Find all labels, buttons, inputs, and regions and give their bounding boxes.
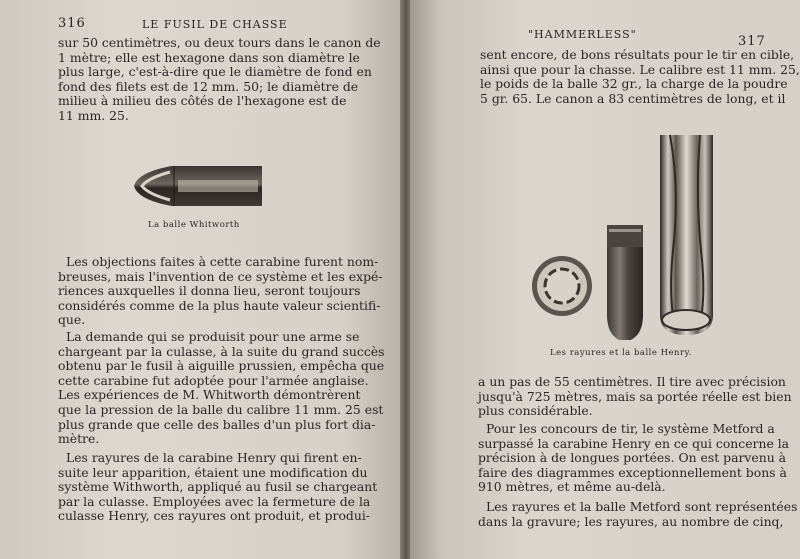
- paragraph: [478, 374, 792, 419]
- text-line: que.: [58, 312, 86, 328]
- text-line: plus considérable.: [478, 403, 593, 419]
- paragraph: [58, 450, 378, 524]
- text-line: Les expériences de M. Whitworth démontrèrent: [58, 387, 361, 403]
- figure-caption: La balle Whitworth: [148, 220, 240, 230]
- text-line: faire des diagrammes exceptionnellement bons à: [478, 464, 787, 480]
- text-line: suite leur apparition, étaient une modification du: [58, 464, 368, 480]
- text-line: dans la gravure; les rayures, au nombre de cinq,: [478, 513, 784, 529]
- text-line: 1 mètre; elle est hexagone dans son diamètre le: [58, 49, 360, 65]
- text-line: système Withworth, appliqué au fusil se chargeant: [58, 479, 378, 495]
- text-line: jusqu'à 725 mètres, mais sa portée réelle est bien: [478, 388, 792, 404]
- figure-caption: Les rayures et la balle Henry.: [550, 348, 692, 358]
- text-line: milieu à milieu des côtés de l'hexagone est de: [58, 93, 347, 109]
- text-line: 11 mm. 25.: [58, 107, 129, 123]
- text-line: 5 gr. 65. Le canon a 83 centimètres de long, et il: [480, 90, 786, 106]
- text-line: 910 mètres, et même au-delà.: [478, 479, 666, 495]
- text-line: par la culasse. Employées avec la fermeture de la: [58, 493, 371, 509]
- text-line: mètre.: [58, 431, 100, 447]
- paragraph: [478, 421, 790, 495]
- page-number: 317: [738, 34, 766, 49]
- running-head: "HAMMERLESS": [528, 28, 637, 41]
- text-line: considérés comme de la plus haute valeur scientifi-: [58, 297, 381, 313]
- henry-rifling-illustration: [530, 130, 715, 340]
- text-line: breuses, mais l'invention de ce système et les expé-: [58, 268, 383, 284]
- text-line: Les rayures et la balle Metford sont représentées: [486, 499, 798, 514]
- text-line: que la pression de la balle du calibre 11 mm. 25 est: [58, 401, 384, 417]
- page-number: 316: [58, 16, 86, 31]
- text-line: fond des filets est de 12 mm. 50; le diamètre de: [58, 78, 359, 94]
- whitworth-bullet-illustration: [130, 160, 265, 212]
- text-line: Les rayures de la carabine Henry qui firent en-: [66, 450, 362, 465]
- text-line: ainsi que pour la chasse. Le calibre est 11 mm. 25,: [480, 61, 800, 77]
- text-line: sur 50 centimètres, ou deux tours dans le canon de: [58, 35, 381, 50]
- text-line: chargeant par la culasse, à la suite du grand succès: [58, 343, 385, 359]
- text-line: sent encore, de bons résultats pour le tir en cible,: [480, 47, 795, 62]
- text-line: Les objections faites à cette carabine furent nom-: [66, 254, 379, 269]
- text-line: culasse Henry, ces rayures ont produit, et produi-: [58, 508, 370, 524]
- text-line: surpassé la carabine Henry en ce qui concerne la: [478, 435, 790, 451]
- paragraph: [478, 499, 798, 529]
- text-line: riences auxquelles il donna lieu, seront toujours: [58, 283, 361, 299]
- text-line: précision à de longues portées. On est parvenu à: [478, 450, 787, 466]
- text-line: La demande qui se produisit pour une arme se: [66, 329, 360, 344]
- paragraph: [58, 329, 385, 447]
- text-line: le poids de la balle 32 gr., la charge de la poudre: [480, 76, 788, 92]
- paragraph: [58, 254, 383, 328]
- text-line: cette carabine fut adoptée pour l'armée anglaise.: [58, 372, 369, 388]
- right-page: [410, 0, 800, 559]
- paragraph: [480, 47, 800, 106]
- text-line: Pour les concours de tir, le système Metford a: [486, 421, 775, 436]
- text-line: plus grande que celle des balles d'un plus fort dia-: [58, 416, 376, 432]
- paragraph: [58, 35, 381, 124]
- running-head: LE FUSIL DE CHASSE: [142, 18, 288, 31]
- text-line: plus large, c'est-à-dire que le diamètre de fond en: [58, 64, 372, 80]
- text-line: a un pas de 55 centimètres. Il tire avec précision: [478, 374, 786, 389]
- text-line: obtenu par le fusil à aiguille prussien, empêcha que: [58, 358, 385, 374]
